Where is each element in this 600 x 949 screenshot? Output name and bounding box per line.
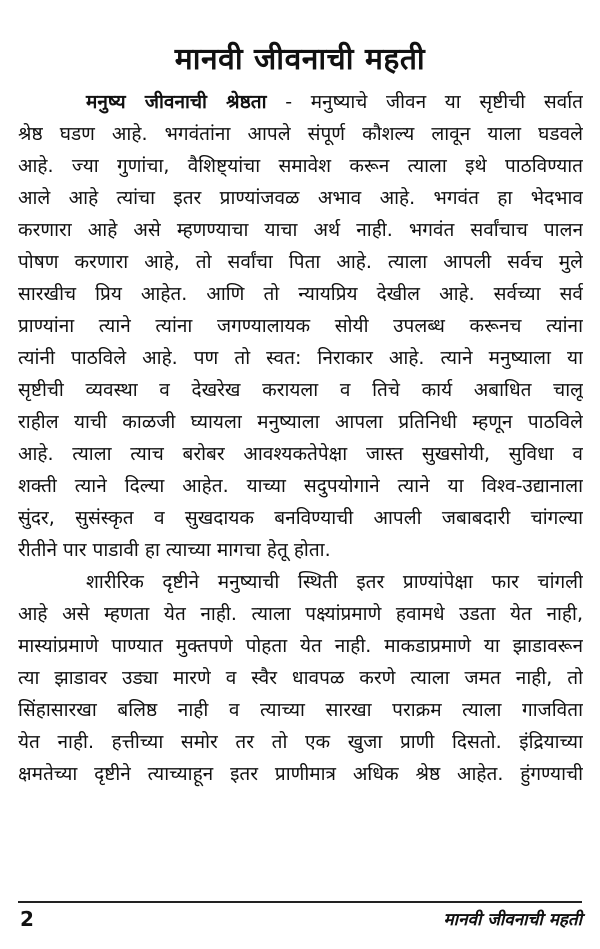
paragraph-heading: मनुष्य जीवनाची श्रेष्ठता [86, 91, 267, 113]
paragraph-1-line: आहे. त्याला त्याच बरोबर आवश्यकतेपेक्षा जास्त सुखसोयी, सुविधा व [18, 443, 583, 465]
paragraph-2-line: सिंहासारखा बलिष्ठ नाही व त्याच्या सारखा पराक्रम त्याला गाजविता [18, 699, 583, 721]
paragraph-1-line: राहील याची काळजी घ्यायला मनुष्याला आपला प्रतिनिधी म्हणून पाठविले [18, 411, 583, 433]
paragraph-2-line: आहे असे म्हणता येत नाही. त्याला पक्ष्यांप्रमाणे हवामधे उडता येत नाही, [18, 603, 583, 625]
paragraph-1-line: त्यांनी पाठविले आहे. पण तो स्वत: निराकार आहे. त्याने मनुष्याला या [18, 347, 583, 369]
page-title: मानवी जीवनाची महती [174, 42, 426, 77]
paragraph-1-last-line: रीतीने पार पाडावी हा त्याच्या मागचा हेतू होता. [18, 539, 331, 561]
paragraph-1-line-1-text: - मनुष्याचे जीवन या सृष्टीची सर्वात [266, 91, 583, 113]
paragraph-2-line: शारीरिक दृष्टीने मनुष्याची स्थिती इतर प्राण्यांपेक्षा फार चांगली [86, 571, 583, 593]
paragraph-1-line: आले आहे त्यांचा इतर प्राण्यांजवळ अभाव आहे. भगवंत हा भेदभाव [18, 187, 583, 209]
running-title: मानवी जीवनाची महती [443, 910, 582, 930]
paragraph-2-line: येत नाही. हत्तीच्या समोर तर तो एक खुजा प्राणी दिसतो. इंद्रियाच्या [18, 731, 583, 753]
page-number: 2 [20, 907, 34, 931]
paragraph-1-line-1 [18, 86, 583, 118]
paragraph-2-line: क्षमतेच्या दृष्टीने त्याच्याहून इतर प्राणीमात्र अधिक श्रेष्ठ आहेत. हुंगण्याची [18, 763, 583, 785]
paragraph-1-line: पोषण करणारा आहे, तो सर्वांचा पिता आहे. त्याला आपली सर्वच मुले [18, 251, 583, 273]
body-text [18, 86, 583, 790]
paragraph-1-line: करणारा आहे असे म्हणण्याचा याचा अर्थ नाही. भगवंत सर्वांचाच पालन [18, 219, 583, 241]
footer-divider [18, 901, 582, 903]
paragraph-1-line: श्रेष्ठ घडण आहे. भगवंतांना आपले संपूर्ण कौशल्य लावून याला घडवले [18, 123, 583, 145]
paragraph-1-line: सारखीच प्रिय आहेत. आणि तो न्यायप्रिय देखील आहे. सर्वच्या सर्व [18, 283, 583, 305]
paragraph-1-line: आहे. ज्या गुणांचा, वैशिष्ट्यांचा समावेश करून त्याला इथे पाठविण्यात [18, 155, 583, 177]
paragraph-1-line: सृष्टीची व्यवस्था व देखरेख करायला व तिचे कार्य अबाधित चालू [18, 379, 583, 401]
paragraph-1-line: सुंदर, सुसंस्कृत व सुखदायक बनविण्याची आपली जबाबदारी चांगल्या [18, 507, 583, 529]
paragraph-1-line: प्राण्यांना त्याने त्यांना जगण्यालायक सोयी उपलब्ध करूनच त्यांना [18, 315, 583, 337]
paragraph-2-line: मास्यांप्रमाणे पाण्यात मुक्तपणे पोहता येत नाही. माकडाप्रमाणे या झाडावरून [18, 635, 583, 657]
paragraph-1-line: शक्ती त्याने दिल्या आहेत. याच्या सदुपयोगाने त्याने या विश्व-उद्यानाला [18, 475, 583, 497]
paragraph-2-line: त्या झाडावर उड्या मारणे व स्वैर धावपळ करणे त्याला जमत नाही, तो [18, 667, 583, 689]
